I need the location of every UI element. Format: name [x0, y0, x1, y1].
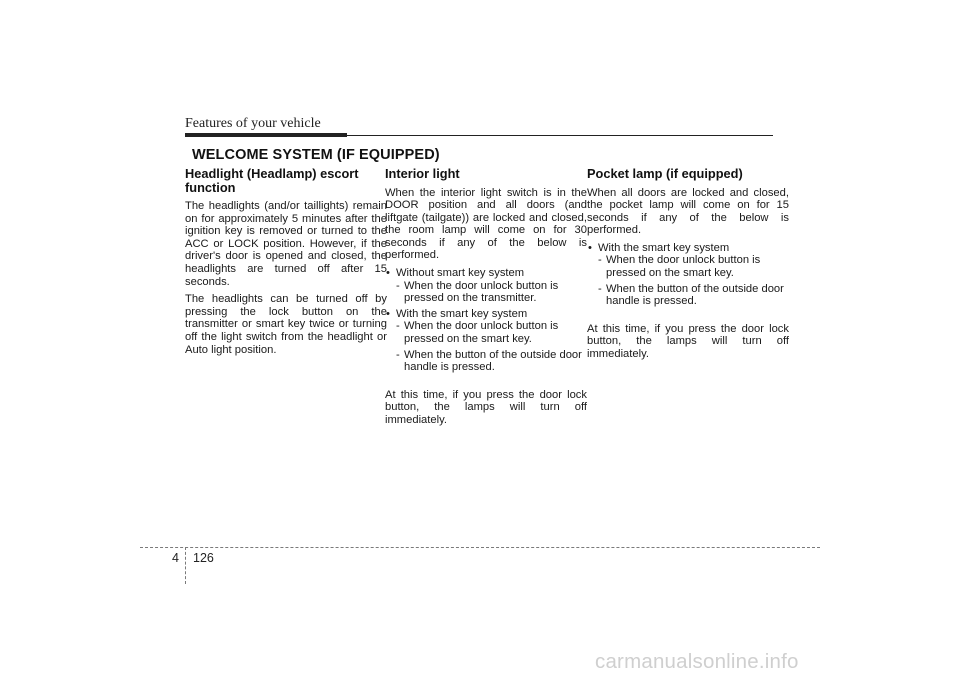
interior-sub-item: - When the button of the outside door handle is pressed.: [396, 348, 582, 374]
headlight-escort-paragraph-2: The headlights can be turned off by pressing the lock button on the transmitter or smart key twice or turning off the light switch from the headlight or Auto light position.: [185, 293, 387, 356]
page-number: 126: [193, 551, 214, 565]
header-rule-thin: [347, 135, 773, 136]
interior-light-paragraph-1: When the interior light switch is in the DOOR position and all doors (and liftgate (tailgate)) are locked and closed, the room lamp will come on for 30 seconds if any of the below is performed.: [385, 186, 587, 262]
chapter-number: 4: [172, 551, 179, 565]
headlight-escort-heading: Headlight (Headlamp) escort function: [185, 166, 359, 195]
headlight-escort-paragraph-1: The headlights (and/or taillights) remain on for approximately 5 minutes after the ignition key is removed or turned to the ACC or LOCK position. However, if the driver's door is opened and closed, the headlights are turned off after 15 seconds.: [185, 200, 387, 288]
column-pocket-lamp: [587, 167, 789, 366]
pocket-sub-item-text: When the door unlock button is pressed on the smart key.: [606, 254, 761, 280]
column-headlight-escort: [185, 167, 387, 361]
pocket-sub-item: - When the button of the outside door handle is pressed.: [598, 282, 784, 308]
pocket-lamp-heading: Pocket lamp (if equipped): [587, 166, 743, 181]
interior-sub-item: - When the door unlock button is pressed on the smart key.: [396, 320, 559, 346]
column-interior-light: [385, 167, 587, 432]
pocket-lamp-paragraph-1: When all doors are locked and closed, the pocket lamp will come on for 15 seconds if any of the below is performed.: [587, 186, 789, 237]
interior-sub-item-text: When the door unlock button is pressed on the transmitter.: [404, 279, 559, 305]
header-rule-thick: [185, 133, 347, 137]
interior-sub-item-text: When the button of the outside door handle is pressed.: [404, 348, 582, 374]
footer-vertical-divider: [185, 547, 186, 584]
pocket-sub-item-text: When the button of the outside door handle is pressed.: [606, 282, 784, 308]
pocket-lamp-paragraph-2: At this time, if you press the door lock button, the lamps will turn off immediately.: [587, 322, 789, 361]
interior-light-paragraph-2: At this time, if you press the door lock button, the lamps will turn off immediately.: [385, 388, 587, 426]
watermark: carmanualsonline.info: [595, 650, 799, 673]
interior-sub-item: - When the door unlock button is pressed on the transmitter.: [396, 279, 559, 305]
section-title: WELCOME SYSTEM (IF EQUIPPED): [192, 147, 440, 163]
pocket-sub-item: - When the door unlock button is pressed on the smart key.: [598, 254, 761, 280]
interior-light-heading: Interior light: [385, 166, 460, 181]
pocket-bullet-smart-key: • With the smart key system: [587, 242, 789, 255]
interior-sub-item-text: When the door unlock button is pressed on the smart key.: [404, 320, 559, 346]
header-title: Features of your vehicle: [185, 116, 321, 131]
interior-bullet-no-smart-key: • Without smart key system: [385, 267, 587, 280]
footer-divider: [140, 547, 820, 548]
interior-bullet-smart-key: • With the smart key system: [385, 308, 587, 321]
